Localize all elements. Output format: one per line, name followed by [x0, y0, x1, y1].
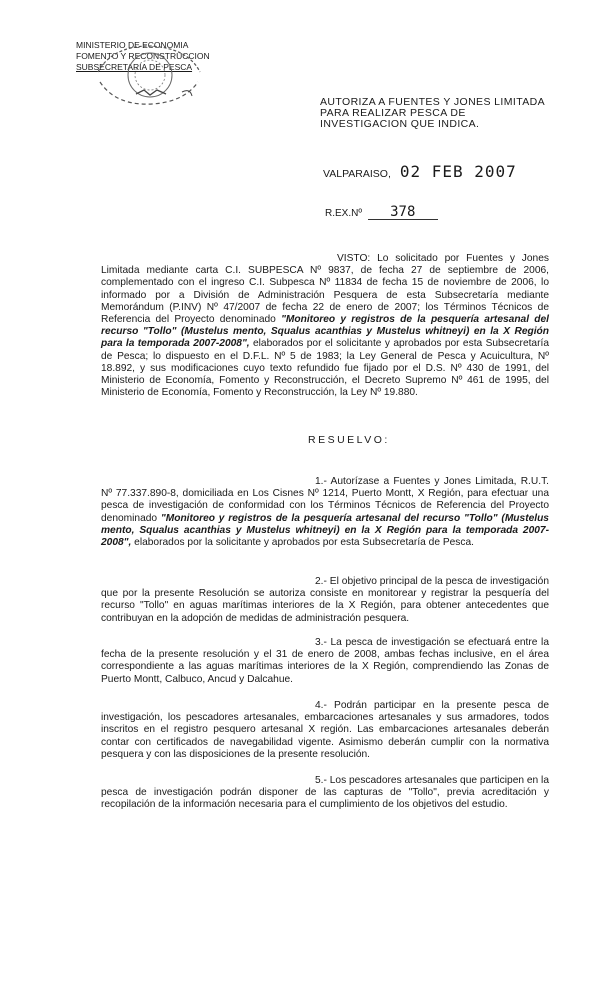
article-1-text-2: elaborados por la solicitante y aprobados por esta Subsecretaría de Pesca. [134, 537, 474, 549]
rex-number: 378 [368, 205, 438, 220]
article-3-text: 3.- La pesca de investigación se efectuará entre la fecha de la presente resolución y el 31 de enero de 2008, ambas fechas inclusive, en el área correspondiente a las aguas marítimas interiores de la X Región, comprendiendo las Zonas de Puerto Montt, Calbuco, Ancud y Dalcahue. [101, 637, 549, 685]
article-4 [101, 700, 549, 761]
article-5 [101, 775, 549, 812]
letterhead-department: FOMENTO Y RECONSTRUCCION [76, 51, 210, 61]
article-2 [101, 576, 549, 625]
place-date-line [323, 162, 517, 181]
rex-label: R.EX.Nº [325, 208, 362, 219]
article-1-project: "Monitoreo y registros de la pesquería artesanal del recurso "Tollo" (Mustelus mento, Squalus acanthias y Mustelus whitneyi) en la X Región para la temporada 2007-2008", [101, 512, 549, 549]
article-4-text: 4.- Podrán participar en la presente pesca de investigación, los pescadores artesanales, embarcaciones artesanales y sus armadores, todos inscritos en el registro pesquero artesanal X región. Las embarcaciones artesanales deberán contar con certificados de navegabilidad vigente. Asimismo deberán cumplir con la normativa pesquera y con las disposiciones de la presente resolución. [101, 700, 549, 760]
article-5-text: 5.- Los pescadores artesanales que participen en la pesca de investigación podrán disponer de las capturas de "Tollo", previa acreditación y recopilación de la información necesaria para el cumplimiento de los objetivos del estudio. [101, 775, 549, 811]
visto-text-2: elaborados por el solicitante y aprobados por esta Subsecretaría de Pesca; lo dispuesto en el D.F.L. Nº 5 de 1983; la Ley General de Pesca y Acuicultura, Nº 18.892, y sus modificaciones cuyo texto refundido fue fijado por el D.S. Nº 430 de 1991, del Ministerio de Economía, Fomento y Reconstrucción, el Decreto Supremo Nº 461 de 1995, del Ministerio de Economía, Fomento y Reconstrucción, la Ley Nº 19.880. [101, 338, 549, 399]
letterhead-ministry: MINISTERIO DE ECONOMIA [76, 40, 189, 50]
article-1-text-1: 1.- Autorízase a Fuentes y Jones Limitada, R.U.T. Nº 77.337.890-8, domiciliada en Los Cisnes Nº 1214, Puerto Montt, X Región, para efectuar una pesca de investigación de conformidad con los Términos Técnicos de Referencia del Proyecto denominado [101, 476, 549, 524]
visto-project: "Monitoreo y registros de la pesquería artesanal del recurso "Tollo" (Mustelus mento, Squalus acanthias y Mustelus whitneyi) en la X Región para la temporada 2007-2008", [101, 314, 549, 350]
visto-lead: VISTO: [337, 253, 371, 264]
visto-text-1: Lo solicitado por Fuentes y Jones Limitada mediante carta C.I. SUBPESCA Nº 9837, de fecha 27 de septiembre de 2006, complementado con el ingreso C.I. Subpesca Nº 11834 de fecha 15 de noviembre de 2006, lo informado por a División de Administración Pesquera de esta Subsecretaría mediante Memorándum (P.INV) Nº 47/2007 de fecha 22 de enero de 2007; los Términos Técnicos de Referencia del Proyecto denominado [101, 253, 549, 326]
article-3 [101, 637, 549, 686]
resolution-number-line [325, 205, 438, 220]
date-stamp: 02 FEB 2007 [399, 162, 517, 181]
resolution-subject: AUTORIZA A FUENTES Y JONES LIMITADA PARA REALIZAR PESCA DE INVESTIGACION QUE INDICA. [320, 96, 545, 130]
letterhead-subsecretariat: SUBSECRETARIA DE PESCA [76, 62, 193, 72]
article-1 [101, 476, 549, 549]
resuelvo-heading: RESUELVO: [308, 434, 390, 446]
official-stamp-icon [92, 42, 204, 108]
place: VALPARAISO, [323, 168, 391, 180]
article-2-text: 2.- El objetivo principal de la pesca de investigación que por la presente Resolución se autoriza consiste en monitorear y registrar la pesquería del recurso "Tollo" en aguas marítimas interiores de la X Región, para obtener antecedentes que contribuyan en la adopción de medidas de administración pesquera. [101, 576, 549, 624]
visto-paragraph [101, 253, 549, 399]
